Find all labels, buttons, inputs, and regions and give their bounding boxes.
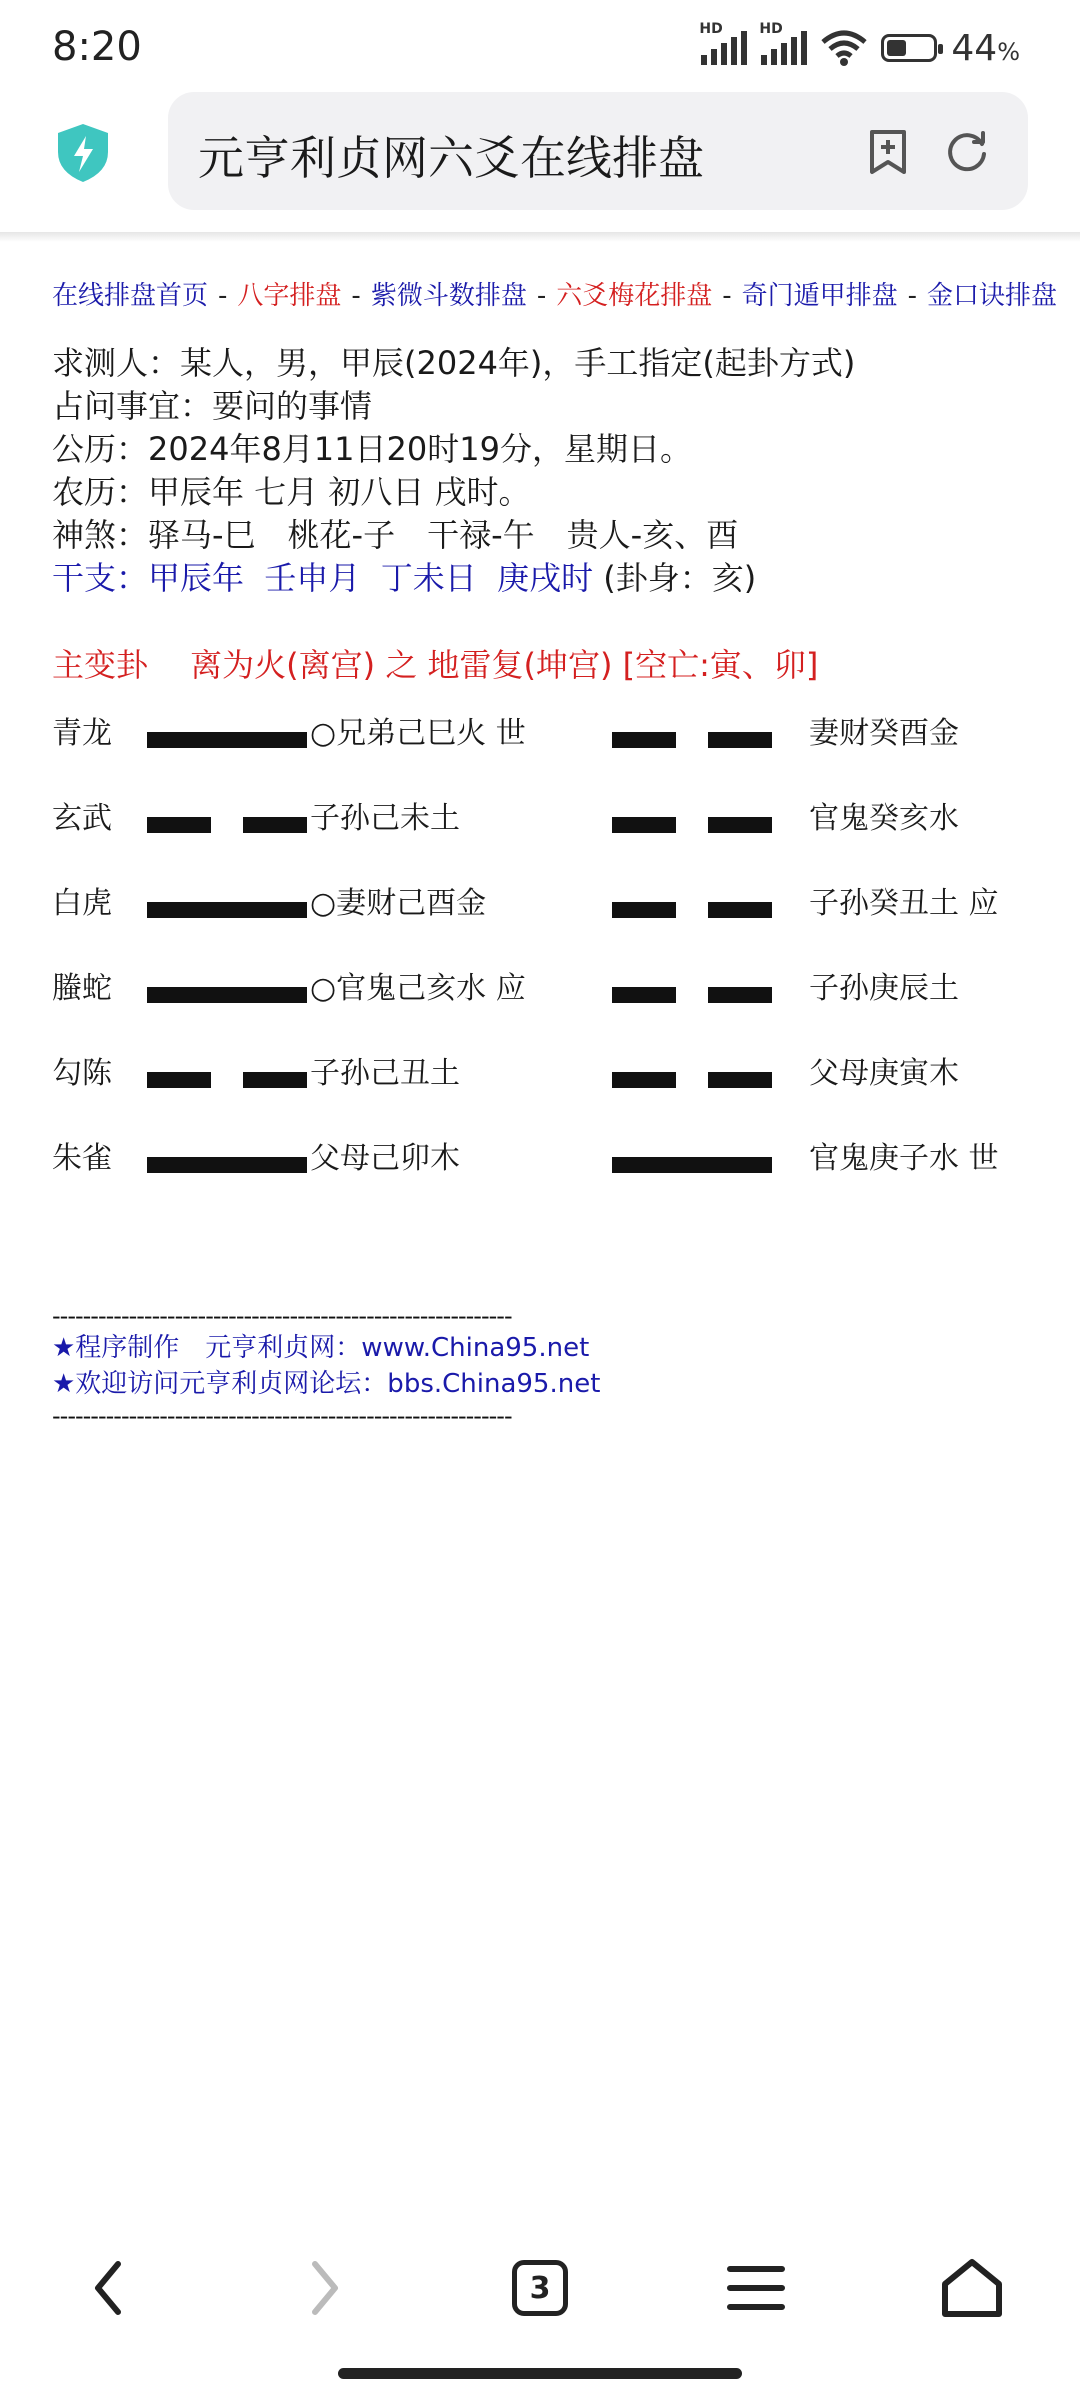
hexagram-row (52, 882, 1080, 967)
main-yao-text: ○官鬼己亥水 应 (310, 971, 526, 1006)
home-icon (939, 2256, 1005, 2320)
main-yao-text: ○妻财己酉金 (310, 886, 487, 921)
shield-bolt-icon[interactable] (56, 122, 110, 184)
home-button[interactable] (932, 2248, 1012, 2328)
nav-link-home[interactable]: 在线排盘首页 (52, 281, 209, 311)
signal-2-icon: HD (761, 31, 807, 65)
hexagram-title: 主变卦 离为火(离宫) 之 地雷复(坤宫) [空亡:寅、卯] (52, 646, 819, 684)
hexagram-row (52, 1052, 1080, 1137)
nav-link-qimen[interactable]: 奇门遁甲排盘 (741, 281, 898, 311)
address-bar[interactable] (168, 92, 1028, 210)
battery-icon (881, 34, 937, 62)
footer-forum[interactable]: ★欢迎访问元亨利贞网论坛：bbs.China95.net (52, 1369, 601, 1399)
status-time: 8:20 (52, 24, 142, 70)
bookmark-add-icon[interactable] (866, 128, 910, 176)
footer-credit[interactable]: ★程序制作 元亨利贞网：www.China95.net (52, 1333, 590, 1363)
nav-link-ziwei[interactable]: 紫微斗数排盘 (370, 281, 527, 311)
signal-1-icon: HD (701, 31, 747, 65)
six-god-label: 青龙 (52, 716, 112, 751)
wifi-icon (821, 30, 867, 66)
status-bar (0, 0, 1080, 92)
changed-yao-text: 子孙癸丑土 应 (809, 886, 999, 921)
browser-toolbar (0, 92, 1080, 232)
matter-line: 占问事宜：要问的事情 (52, 387, 373, 425)
toolbar-shadow (0, 232, 1080, 242)
bottom-nav (0, 2230, 1080, 2350)
changed-yao-text: 子孙庚辰土 (809, 971, 959, 1006)
hexagram-table (52, 712, 1080, 1222)
nav-link-liuyao[interactable]: 六爻梅花排盘 (556, 281, 713, 311)
nav-link-jinkou[interactable]: 金口诀排盘 (927, 281, 1058, 311)
hexagram-row (52, 967, 1080, 1052)
six-god-label: 玄武 (52, 801, 112, 836)
main-yao-text: 子孙己丑土 (310, 1056, 460, 1091)
forward-icon (305, 2258, 345, 2318)
changed-yao-text: 妻财癸酉金 (809, 716, 959, 751)
divider-bottom: ------------------------------------------------------------ (52, 1402, 512, 1430)
main-yao-text: 子孙己未土 (310, 801, 460, 836)
six-god-label: 螣蛇 (52, 971, 112, 1006)
shensha-line: 神煞：驿马-巳 桃花-子 干禄-午 贵人-亥、酉 (52, 516, 739, 554)
page-title: 元亨利贞网六爻在线排盘 (198, 131, 704, 185)
tabs-button[interactable] (500, 2248, 580, 2328)
top-nav: 在线排盘首页 - 八字排盘 - 紫微斗数排盘 - 六爻梅花排盘 - 奇门遁甲排盘 - 金口诀排盘 (52, 281, 1058, 311)
six-god-label: 白虎 (52, 886, 112, 921)
solar-date-line: 公历：2024年8月11日20时19分，星期日。 (52, 430, 692, 468)
reading-info (52, 342, 1080, 600)
main-yao-text: ○兄弟己巳火 世 (310, 716, 526, 751)
nav-link-bazi[interactable]: 八字排盘 (237, 281, 342, 311)
lunar-date-line: 农历：甲辰年 七月 初八日 戌时。 (52, 473, 531, 511)
hexagram-row (52, 1137, 1080, 1222)
forward-button[interactable] (285, 2248, 365, 2328)
back-button[interactable] (68, 2248, 148, 2328)
page-content (52, 270, 1080, 1430)
changed-yao-text: 父母庚寅木 (809, 1056, 959, 1091)
changed-yao-text: 官鬼癸亥水 (809, 801, 959, 836)
home-indicator[interactable] (338, 2368, 742, 2379)
back-icon (88, 2258, 128, 2318)
ganzhi-line: 干支：甲辰年 壬申月 丁未日 庚戌时 (卦身：亥) (52, 559, 757, 597)
status-icons (699, 21, 1020, 70)
divider-top: ------------------------------------------------------------ (52, 1302, 512, 1330)
tabs-count: 3 (512, 2260, 568, 2316)
menu-button[interactable] (716, 2248, 796, 2328)
menu-icon (726, 2263, 786, 2313)
battery-percent: 44% (951, 27, 1020, 69)
six-god-label: 朱雀 (52, 1141, 112, 1176)
asker-line: 求测人：某人，男，甲辰(2024年)，手工指定(起卦方式) (52, 344, 856, 382)
six-god-label: 勾陈 (52, 1056, 112, 1091)
main-yao-text: 父母己卯木 (310, 1141, 460, 1176)
hexagram-row (52, 712, 1080, 797)
reload-icon[interactable] (944, 128, 990, 174)
hexagram-row (52, 797, 1080, 882)
changed-yao-text: 官鬼庚子水 世 (809, 1141, 999, 1176)
